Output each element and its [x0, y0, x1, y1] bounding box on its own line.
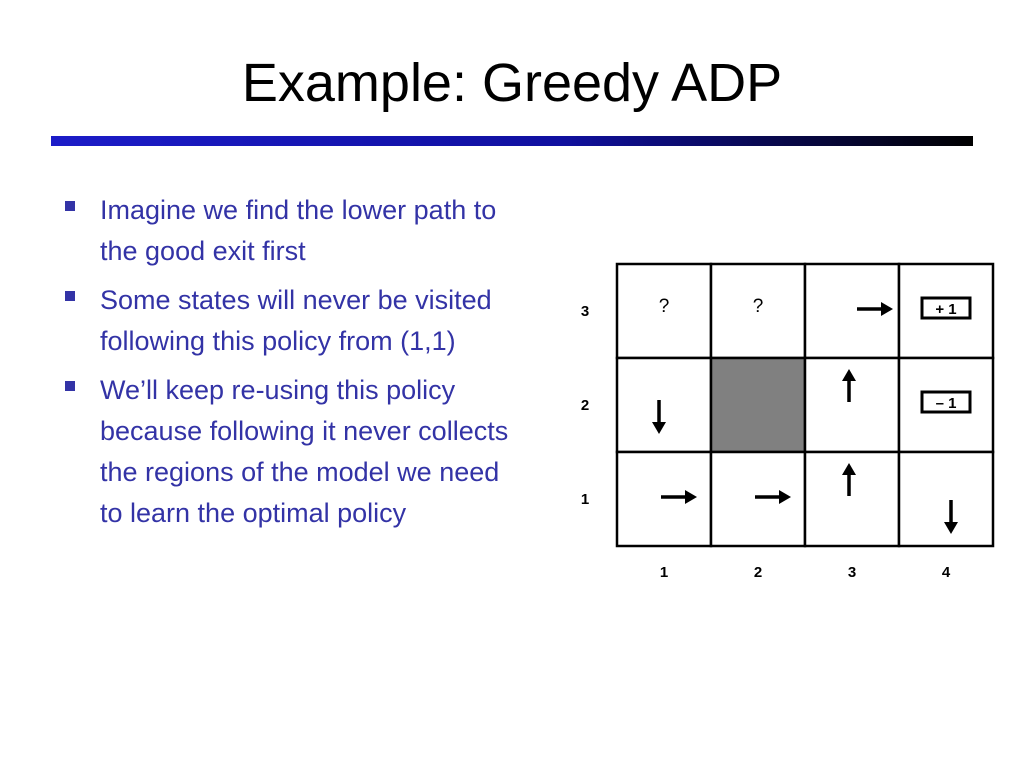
x-axis-label: 4 [941, 564, 951, 581]
title-underline [51, 136, 973, 146]
grid-cell [805, 358, 899, 452]
y-axis-label: 1 [580, 491, 590, 508]
bullet-text: We’ll keep re-using this policy because following it never collects the regions of the model we need to learn the optimal policy [100, 375, 509, 528]
unknown-state-label: ? [658, 296, 670, 317]
square-bullet-icon [65, 291, 75, 301]
wall-cell [711, 358, 805, 452]
bullet-text: Some states will never be visited following this policy from (1,1) [100, 285, 492, 356]
square-bullet-icon [65, 201, 75, 211]
slide-title: Example: Greedy ADP [241, 53, 783, 113]
gridworld-diagram [560, 250, 1010, 590]
x-axis-label: 3 [847, 564, 857, 581]
gridworld-svg [560, 250, 1010, 590]
grid-cell [617, 452, 711, 546]
grid-cell [805, 452, 899, 546]
y-axis-label: 3 [580, 303, 590, 320]
square-bullet-icon [65, 381, 75, 391]
grid-cell [617, 358, 711, 452]
bullet-list [62, 190, 512, 542]
x-axis-label: 1 [659, 564, 669, 581]
reward-label: – 1 [935, 395, 957, 412]
y-axis-label: 2 [580, 397, 590, 414]
bullet-item [62, 370, 512, 534]
bullet-text: Imagine we find the lower path to the good exit first [100, 195, 497, 266]
bullet-item [62, 280, 512, 362]
unknown-state-label: ? [752, 296, 764, 317]
grid-cell [899, 452, 993, 546]
x-axis-label: 2 [753, 564, 763, 581]
reward-label: + 1 [935, 301, 957, 318]
bullet-item [62, 190, 512, 272]
grid-cell [711, 452, 805, 546]
